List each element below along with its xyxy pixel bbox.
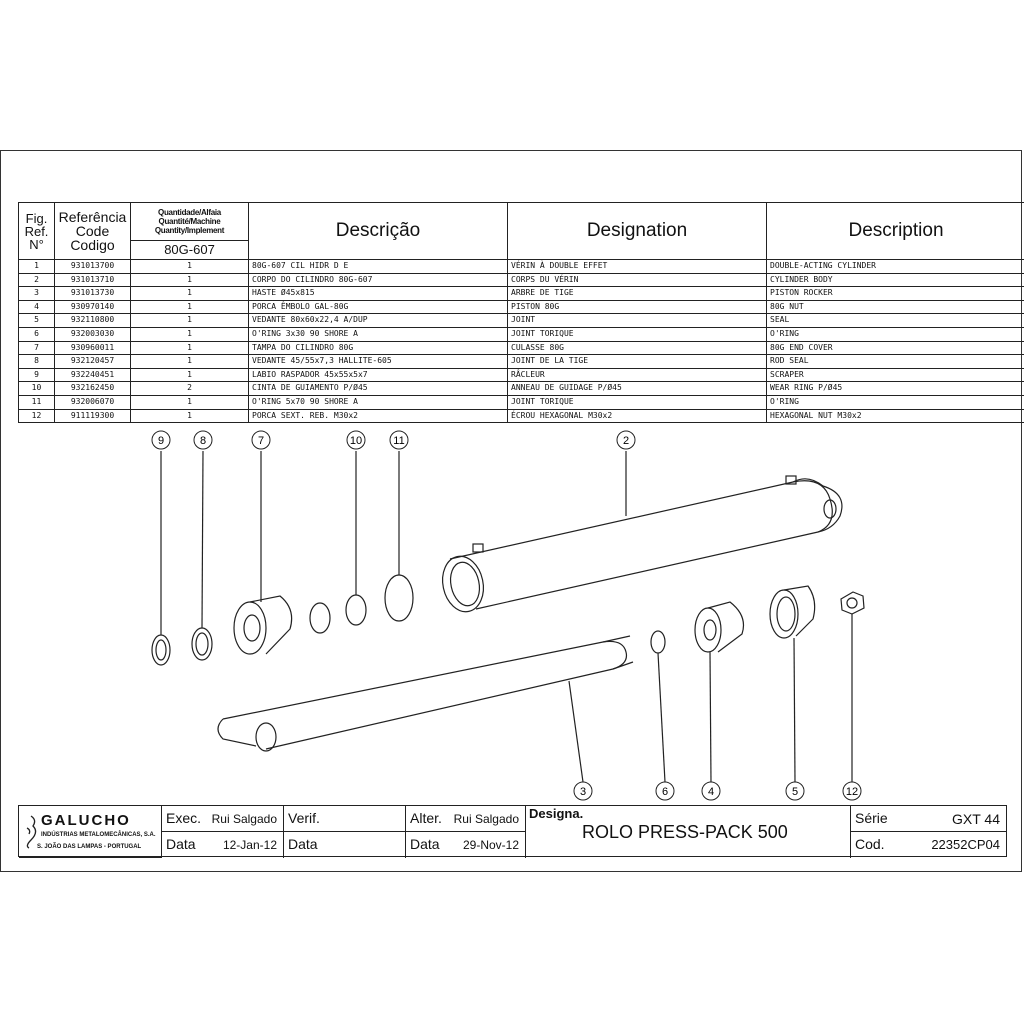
balloon-label: 5 xyxy=(791,786,799,798)
parts-table-header xyxy=(19,203,1024,241)
balloon-label: 10 xyxy=(349,435,363,447)
row-description: SCRAPER xyxy=(767,368,1024,382)
table-row xyxy=(19,382,1024,396)
row-qty: 1 xyxy=(131,273,249,287)
company-subtitle: INDÚSTRIAS METALOMECÂNICAS, S.A. xyxy=(41,832,156,838)
row-designation: VÉRIN À DOUBLE EFFET xyxy=(508,260,767,274)
part-7-end-cover xyxy=(234,596,292,654)
row-fig: 1 xyxy=(19,260,55,274)
row-description: HEXAGONAL NUT M30x2 xyxy=(767,409,1024,423)
row-fig: 12 xyxy=(19,409,55,423)
row-designation: JOINT DE LA TIGE xyxy=(508,355,767,369)
row-descricao: VEDANTE 80x60x22,4 A/DUP xyxy=(249,314,508,328)
table-row xyxy=(19,260,1024,274)
part-10-wear-ring-b xyxy=(346,595,366,625)
row-descricao: TAMPA DO CILINDRO 80G xyxy=(249,341,508,355)
table-row xyxy=(19,409,1024,423)
parts-table-body xyxy=(19,260,1024,423)
row-description: PISTON ROCKER xyxy=(767,287,1024,301)
row-code: 931013700 xyxy=(55,260,131,274)
alter-value: Rui Salgado xyxy=(453,812,519,826)
header-quantity-fr: Quantité/Machine xyxy=(158,216,221,226)
designa-cell xyxy=(526,806,851,858)
row-designation: PISTON 80G xyxy=(508,300,767,314)
row-descricao: CINTA DE GUIAMENTO P/Ø45 xyxy=(249,382,508,396)
header-reference: Referência Code Codigo xyxy=(55,203,131,260)
row-fig: 6 xyxy=(19,327,55,341)
company-cell xyxy=(19,806,162,858)
header-descricao: Descrição xyxy=(249,203,508,260)
row-fig: 4 xyxy=(19,300,55,314)
reference-balloons xyxy=(152,431,861,800)
row-description: O'RING xyxy=(767,327,1024,341)
row-designation: CULASSE 80G xyxy=(508,341,767,355)
row-qty: 1 xyxy=(131,287,249,301)
part-10-wear-ring-a xyxy=(310,603,330,633)
balloon-label: 4 xyxy=(707,786,715,798)
row-qty: 1 xyxy=(131,395,249,409)
designa-label: Designa. xyxy=(529,806,584,821)
header-quantity-pt: Quantidade/Alfaia xyxy=(158,207,221,217)
row-fig: 11 xyxy=(19,395,55,409)
table-row xyxy=(19,287,1024,301)
table-row xyxy=(19,300,1024,314)
row-description: SEAL xyxy=(767,314,1024,328)
row-fig: 9 xyxy=(19,368,55,382)
header-quantity-en: Quantity/Implement xyxy=(154,225,225,235)
row-descricao: PORCA SEXT. REB. M30x2 xyxy=(249,409,508,423)
table-row xyxy=(19,341,1024,355)
row-qty: 1 xyxy=(131,260,249,274)
row-qty: 1 xyxy=(131,341,249,355)
part-12-hex-nut xyxy=(841,592,864,614)
row-code: 932110800 xyxy=(55,314,131,328)
row-code: 932120457 xyxy=(55,355,131,369)
row-descricao: HASTE Ø45x815 xyxy=(249,287,508,301)
verif-label: Verif. xyxy=(288,810,320,826)
row-fig: 10 xyxy=(19,382,55,396)
row-designation: CORPS DU VÉRIN xyxy=(508,273,767,287)
table-row xyxy=(19,355,1024,369)
table-row xyxy=(19,327,1024,341)
row-description: ROD SEAL xyxy=(767,355,1024,369)
row-fig: 5 xyxy=(19,314,55,328)
row-descricao: VEDANTE 45/55x7,3 HALLITE-605 xyxy=(249,355,508,369)
row-designation: JOINT TORIQUE xyxy=(508,395,767,409)
balloon-label: 9 xyxy=(157,435,165,447)
row-qty: 1 xyxy=(131,355,249,369)
table-row xyxy=(19,273,1024,287)
row-qty: 1 xyxy=(131,327,249,341)
cod-value: 22352CP04 xyxy=(931,837,1000,852)
row-code: 931013710 xyxy=(55,273,131,287)
row-code: 931013730 xyxy=(55,287,131,301)
table-row xyxy=(19,368,1024,382)
row-code: 930970140 xyxy=(55,300,131,314)
balloon-label: 11 xyxy=(393,435,405,447)
row-fig: 3 xyxy=(19,287,55,301)
row-designation: JOINT TORIQUE xyxy=(508,327,767,341)
exec-value: Rui Salgado xyxy=(211,812,277,826)
row-fig: 7 xyxy=(19,341,55,355)
exec-date-label: Data xyxy=(166,836,196,852)
part-11-o-ring xyxy=(385,575,413,621)
company-location: S. JOÃO DAS LAMPAS - PORTUGAL xyxy=(37,844,142,850)
balloon-label: 2 xyxy=(622,435,630,447)
balloon-label: 8 xyxy=(199,435,207,447)
balloon-label: 6 xyxy=(661,786,669,798)
header-quantity xyxy=(131,203,249,241)
cod-label: Cod. xyxy=(855,836,885,852)
part-5-seal xyxy=(770,586,815,638)
alter-cell xyxy=(406,806,526,832)
row-code: 932240451 xyxy=(55,368,131,382)
balloon-label: 3 xyxy=(579,786,587,798)
row-code: 932162450 xyxy=(55,382,131,396)
row-description: 80G NUT xyxy=(767,300,1024,314)
exec-date-value: 12-Jan-12 xyxy=(222,838,277,852)
row-description: O'RING xyxy=(767,395,1024,409)
header-model: 80G-607 xyxy=(131,240,249,259)
header-fig-ref: Fig. Ref. N° xyxy=(19,203,55,260)
row-designation: RÂCLEUR xyxy=(508,368,767,382)
row-designation: ÉCROU HEXAGONAL M30x2 xyxy=(508,409,767,423)
designa-value: ROLO PRESS-PACK 500 xyxy=(582,822,788,842)
row-code: 932006070 xyxy=(55,395,131,409)
alter-date-value: 29-Nov-12 xyxy=(462,838,519,852)
row-code: 930960011 xyxy=(55,341,131,355)
row-description: 80G END COVER xyxy=(767,341,1024,355)
verif-date-label: Data xyxy=(288,836,318,852)
exploded-view-drawing xyxy=(18,424,1007,804)
row-descricao: 80G-607 CIL HIDR D E xyxy=(249,260,508,274)
alter-date-cell xyxy=(406,832,526,858)
balloon-label: 12 xyxy=(845,786,859,798)
title-block xyxy=(18,805,1007,857)
verif-cell xyxy=(284,806,406,832)
table-row xyxy=(19,395,1024,409)
row-description: DOUBLE-ACTING CYLINDER xyxy=(767,260,1024,274)
row-description: CYLINDER BODY xyxy=(767,273,1024,287)
alter-date-label: Data xyxy=(410,836,440,852)
header-description: Description xyxy=(767,203,1024,260)
row-descricao: LABIO RASPADOR 45x55x5x7 xyxy=(249,368,508,382)
exec-date-cell xyxy=(162,832,284,858)
company-name: GALUCHO xyxy=(41,812,131,829)
part-6-o-ring xyxy=(651,631,665,653)
row-code: 932003030 xyxy=(55,327,131,341)
part-4-piston xyxy=(695,602,744,652)
verif-date-cell xyxy=(284,832,406,858)
exec-cell xyxy=(162,806,284,832)
cylinder-body xyxy=(438,476,842,616)
row-description: WEAR RING P/Ø45 xyxy=(767,382,1024,396)
row-designation: ARBRE DE TIGE xyxy=(508,287,767,301)
row-designation: ANNEAU DE GUIDAGE P/Ø45 xyxy=(508,382,767,396)
row-descricao: PORCA ÊMBOLO GAL-80G xyxy=(249,300,508,314)
table-row xyxy=(19,314,1024,328)
cod-cell xyxy=(851,832,1006,858)
parts-table xyxy=(18,202,1024,423)
balloon-label: 7 xyxy=(257,435,265,447)
row-qty: 2 xyxy=(131,382,249,396)
row-qty: 1 xyxy=(131,314,249,328)
row-code: 911119300 xyxy=(55,409,131,423)
row-qty: 1 xyxy=(131,368,249,382)
row-qty: 1 xyxy=(131,409,249,423)
row-fig: 8 xyxy=(19,355,55,369)
row-descricao: O'RING 5x70 90 SHORE A xyxy=(249,395,508,409)
exec-label: Exec. xyxy=(166,810,202,826)
row-designation: JOINT xyxy=(508,314,767,328)
row-descricao: CORPO DO CILINDRO 80G-607 xyxy=(249,273,508,287)
serie-value: GXT 44 xyxy=(952,811,1000,827)
alter-label: Alter. xyxy=(410,810,442,826)
row-descricao: O'RING 3x30 90 SHORE A xyxy=(249,327,508,341)
header-designation: Designation xyxy=(508,203,767,260)
serie-cell xyxy=(851,806,1006,832)
serie-label: Série xyxy=(855,810,888,826)
row-fig: 2 xyxy=(19,273,55,287)
row-qty: 1 xyxy=(131,300,249,314)
